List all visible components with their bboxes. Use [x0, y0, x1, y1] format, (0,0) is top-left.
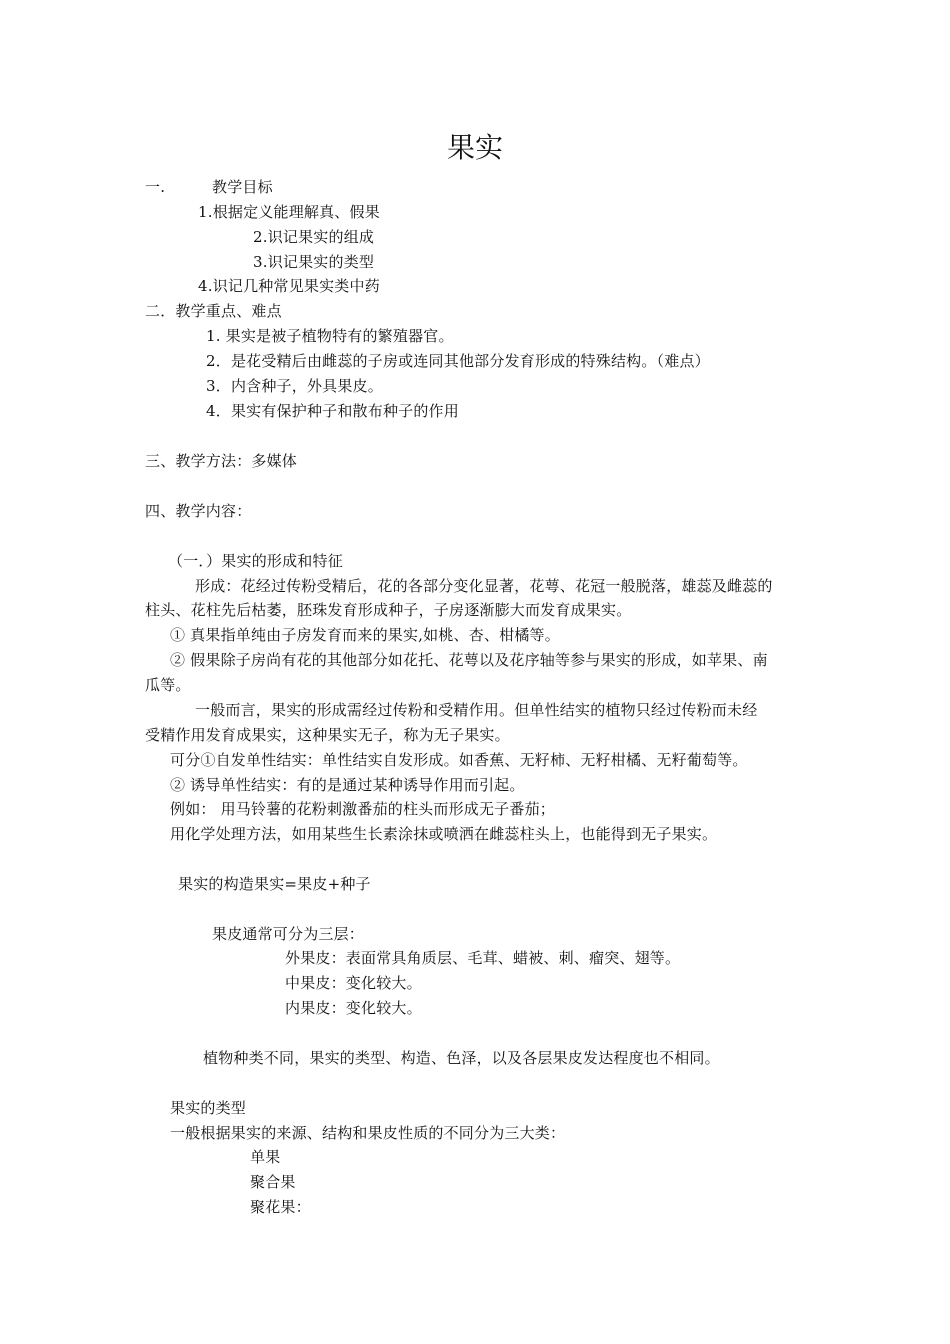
false-fruit-line-2: 瓜等。	[145, 676, 191, 694]
document-title: 果实	[446, 131, 503, 164]
general-line-2: 受精作用发育成果实，这种果实无子，称为无子果实。	[145, 726, 510, 744]
formation-line-2: 柱头、花柱先后枯萎，胚珠发育形成种子，子房逐渐膨大而发育成果实。	[145, 601, 632, 619]
section3-heading: 三、教学方法：多媒体	[145, 452, 298, 470]
spontaneous-parthenocarpy: 可分①自发单性结实：单性结实自发形成。如香蕉、无籽柿、无籽柑橘、无籽葡萄等。	[170, 751, 748, 769]
mesocarp-text: 中果皮：变化较大。	[285, 974, 422, 992]
section1-item-2: 2.识记果实的组成	[253, 228, 375, 246]
pericarp-layers-intro: 果皮通常可分为三层：	[212, 925, 365, 943]
induced-parthenocarpy: ② 诱导单性结实：有的是通过某种诱导作用而引起。	[170, 776, 525, 794]
section2-heading: 二．教学重点、难点	[145, 302, 282, 320]
section1-item-3: 3.识记果实的类型	[253, 253, 375, 271]
fruit-types-heading: 果实的类型	[170, 1099, 247, 1117]
fruit-types-intro: 一般根据果实的来源、结构和果皮性质的不同分为三大类：	[170, 1124, 566, 1142]
section1-item-4: 4.识记几种常见果实类中药	[198, 277, 380, 295]
section1-number: 一.	[145, 178, 166, 196]
fruit-type-multiple: 聚花果：	[250, 1198, 311, 1216]
example-text: 例如： 用马铃薯的花粉刺激番茄的柱头而形成无子番茄；	[170, 800, 555, 818]
exocarp-text: 外果皮：表面常具角质层、毛茸、蜡被、刺、瘤突、翅等。	[285, 949, 681, 967]
structure-note: 植物种类不同，果实的类型、构造、色泽，以及各层果皮发达程度也不相同。	[203, 1049, 720, 1067]
fruit-type-aggregate: 聚合果	[250, 1173, 296, 1191]
section2-item-1: 1. 果实是被子植物特有的繁殖器官。	[206, 327, 454, 345]
true-fruit-text: ① 真果指单纯由子房发育而来的果实,如桃、杏、柑橘等。	[170, 626, 560, 644]
endocarp-text: 内果皮：变化较大。	[285, 999, 422, 1017]
structure-formula: 果实的构造果实=果皮+种子	[178, 875, 371, 893]
section2-item-4: 4．果实有保护种子和散布种子的作用	[206, 402, 459, 420]
section1-heading: 教学目标	[212, 178, 273, 196]
part1-heading: （一．）果实的形成和特征	[168, 552, 343, 570]
section4-heading: 四、教学内容：	[145, 502, 252, 520]
general-line-1: 一般而言，果实的形成需经过传粉和受精作用。但单性结实的植物只经过传粉而未经	[195, 701, 758, 719]
section1-item-1: 1.根据定义能理解真、假果	[198, 203, 380, 221]
false-fruit-line-1: ② 假果除子房尚有花的其他部分如花托、花萼以及花序轴等参与果实的形成，如苹果、南	[170, 651, 768, 669]
section2-item-2: 2．是花受精后由雌蕊的子房或连同其他部分发育形成的特殊结构。（难点）	[206, 352, 710, 370]
fruit-type-simple: 单果	[250, 1148, 281, 1166]
chemical-treatment-text: 用化学处理方法，如用某些生长素涂抹或喷洒在雌蕊柱头上，也能得到无子果实。	[170, 825, 718, 843]
formation-line-1: 形成：花经过传粉受精后，花的各部分变化显著，花萼、花冠一般脱落，雄蕊及雌蕊的	[195, 577, 773, 595]
section2-item-3: 3．内含种子，外具果皮。	[206, 377, 383, 395]
